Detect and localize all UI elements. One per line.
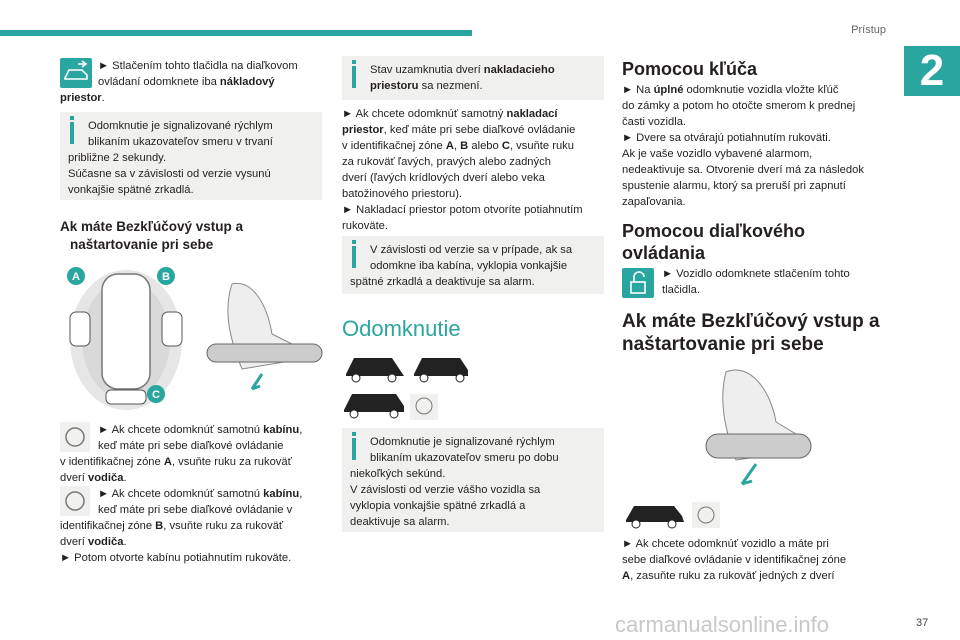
col3-paragraph-3: ► Ak chcete odomknúť vozidlo a máte pri sebe diaľkové ovládanie v identifikačnej zóne A, zasuňte ruku za rukoväť jedných z dverí: [622, 538, 847, 582]
steering-wheel-icon: [60, 422, 90, 452]
col2-paragraph-1: ► Ak chcete odomknúť samotný nakladací priestor, keď máte pri sebe diaľkové ovládanie v identifikačnej zóne A, B alebo C, vsuňte ruku za rukoväť ľavých, pravých alebo zadných dverí (ľavých krídlových dverí alebo veka batožinového priestoru). ► Nakladací priestor potom otvoríte potiahnutím rukoväte.: [342, 108, 583, 232]
heading-keyless-entry-col3: Ak máte Bezkľúčový vstup a naštartovanie pri sebe: [622, 311, 880, 355]
heading-keyless-entry: Ak máte Bezkľúčový vstup a naštartovanie pri sebe: [60, 219, 244, 252]
col1-paragraph-2-cont: v identifikačnej zóne A, vsuňte ruku za rukoväť dverí vodiča.: [60, 456, 292, 484]
col1-paragraph-4: ► Potom otvorte kabínu potiahnutím rukoväte.: [60, 552, 292, 564]
info-box-cargo-lock: Stav uzamknutia dverí nakladacieho priestoru sa nezmení.: [342, 56, 604, 100]
zone-b-label: B: [162, 271, 170, 283]
col1-paragraph-3-cont: identifikačnej zóne B, vsuňte ruku za rukoväť dverí vodiča.: [60, 520, 284, 548]
col1-paragraph-3: ► Ak chcete odomknúť samotnú kabínu, keď máte pri sebe diaľkové ovládanie v: [98, 488, 303, 516]
page-number: 37: [916, 617, 929, 629]
col1-paragraph-2: ► Ak chcete odomknúť samotnú kabínu, keď máte pri sebe diaľkové ovládanie: [98, 424, 303, 452]
section-title-odomknutie: Odomknutie: [342, 316, 461, 341]
top-progress-bar: [0, 30, 472, 36]
zone-c-label: C: [152, 389, 160, 401]
info-box-blinking: Odomknutie je signalizované rýchlym blikaním ukazovateľov smeru v trvaní približne 2 sekundy. Súčasne sa v závislosti od verzie vysunú vonkajšie spätné zrkadlá.: [60, 112, 322, 200]
col1-paragraph-1-cont: priestor.: [60, 92, 105, 104]
col3-paragraph-1: ► Na úplné odomknutie vozidla vložte kľúč do zámky a potom ho otočte smerom k prednej časti vozidla. ► Dvere sa otvárajú potiahnutím rukoväti. Ak je vaše vozidlo vybavené alarmom, nedeaktivuje sa. Otvorenie dverí má za následok spustenie alarmu, ktorý sa preruší pri zapnutí zapaľovania.: [622, 84, 864, 208]
heading-pomocou-kluca: Pomocou kľúča: [622, 59, 757, 79]
info-box-mirrors: V závislosti od verzie sa v prípade, ak sa odomkne iba kabína, vyklopia vonkajšie spätné zrkadlá a deaktivuje sa alarm.: [342, 236, 604, 294]
watermark: carmanualsonline.info: [615, 612, 830, 637]
vehicle-variants-illustration: [342, 352, 472, 422]
hand-handle-illustration: [696, 362, 816, 492]
col3-paragraph-2: ► Vozidlo odomknete stlačením tohto tlačidla.: [662, 268, 850, 296]
unlock-padlock-icon: [622, 268, 654, 298]
chapter-tab: 2: [904, 46, 960, 96]
heading-pomocou-dialkoveho-ovladania: Pomocou diaľkového ovládania: [622, 221, 805, 263]
zone-a-label: A: [72, 271, 80, 283]
section-label: Prístup: [851, 24, 886, 36]
steering-wheel-icon: [60, 486, 90, 516]
info-box-unlock-signal: Odomknutie je signalizované rýchlym blikaním ukazovateľov smeru po dobu niekoľkých sekúnd. V závislosti od verzie vášho vozidla sa vyklopia vonkajšie spätné zrkadlá a deaktivuje sa alarm.: [342, 428, 604, 532]
van-and-steering-icons: [622, 500, 732, 530]
col1-paragraph-1: ► Stlačením tohto tlačidla na diaľkovom ovládaní odomknete iba nákladový: [98, 60, 298, 88]
unlock-cargo-key-icon: [60, 58, 92, 88]
keyless-zones-illustration: [62, 264, 332, 414]
